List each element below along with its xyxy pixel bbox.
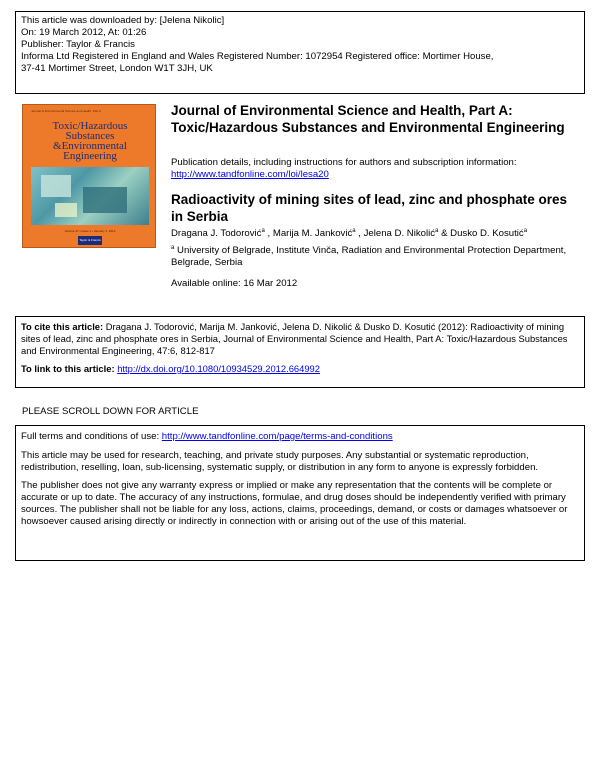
publication-details	[171, 157, 571, 180]
available-online-date: Available online: 16 Mar 2012	[171, 278, 298, 289]
author-affiliation-mark: a	[261, 228, 265, 234]
citation-label: To cite this article:	[21, 321, 104, 332]
cover-volume: Volume 47 • Issue 1 • January 1, 2012	[64, 229, 116, 233]
doi-line	[21, 363, 579, 375]
author-name: Dusko D. Kosutić	[450, 228, 524, 239]
registration-line: Informa Ltd Registered in England and Wales Registered Number: 1072954 Registered office: Mortimer House,	[21, 51, 494, 62]
journal-url-link[interactable]: http://www.tandfonline.com/loi/lesa20	[171, 168, 329, 180]
publisher-logo: Taylor & Francis	[78, 236, 102, 245]
terms-label: Full terms and conditions of use:	[21, 431, 160, 442]
author-name: Dragana J. Todorović	[171, 228, 262, 239]
doi-link[interactable]: http://dx.doi.org/10.1080/10934529.2012.664992	[117, 363, 320, 374]
downloaded-by: This article was downloaded by: [Jelena Nikolic]	[21, 15, 225, 26]
citation-text: Dragana J. Todorović, Marija M. Janković, Jelena D. Nikolić & Dusko D. Kosutić (2012): Radioactivity of mining sites of lead, zinc and phosphate ores in Serbia, Journal of Environmental Science and Health, Part A: Toxic/Hazardous Substances and Environmental Engineering, 47:6, 812-817	[21, 321, 568, 356]
cover-title-line: Engineering	[63, 150, 117, 162]
author-list	[171, 228, 581, 240]
cover-title-line: Substances	[65, 130, 115, 142]
cover-title-line: Toxic/Hazardous	[52, 120, 128, 132]
cover-title	[23, 121, 156, 161]
terms-paragraph: This article may be used for research, teaching, and private study purposes. Any substantial or systematic reproduction, redistribution, reselling, loan, sub-licensing, systematic supply, or distribution in any form to anyone is expressly forbidden.	[21, 450, 539, 473]
author-affiliation-mark: a	[523, 228, 528, 234]
address-line: 37-41 Mortimer Street, London W1T 3JH, UK	[21, 63, 213, 74]
cover-title-line: &Environmental	[53, 140, 127, 152]
journal-cover-image	[22, 104, 156, 248]
cover-photo	[31, 167, 149, 225]
terms-box	[15, 425, 585, 561]
author-affiliation-mark: a	[435, 228, 439, 234]
citation	[21, 321, 579, 357]
article-title: Radioactivity of mining sites of lead, zinc and phosphate ores in Serbia	[171, 192, 568, 224]
terms-link[interactable]: http://www.tandfonline.com/page/terms-and-conditions	[161, 431, 393, 442]
affiliation-text: University of Belgrade, Institute Vinča, Radiation and Environmental Protection Department, Belgrade, Serbia	[171, 245, 567, 268]
affiliation-mark: a	[171, 245, 175, 251]
author-name: Marija M. Janković	[272, 228, 353, 239]
cover-top-text: Journal of Environmental Science and Health, Part A	[31, 109, 101, 113]
terms-line	[21, 431, 579, 443]
terms-paragraph: The publisher does not give any warranty express or implied or make any representation that the contents will be complete or accurate or up to date. The accuracy of any instructions, formulae, and drug doses should be independently verified with primary sources. The publisher shall not be liable for any loss, actions, claims, proceedings, demand, or costs or damages whatsoever or howsoever caused arising directly or indirectly in connection with or arising out of the use of this material.	[21, 480, 568, 527]
download-info-box	[15, 11, 585, 94]
download-date: On: 19 March 2012, At: 01:26	[21, 27, 147, 38]
author-separator: ,	[264, 228, 273, 239]
journal-title: Journal of Environmental Science and Health, Part A: Toxic/Hazardous Substances and Environmental Engineering	[171, 103, 565, 135]
citation-box	[15, 316, 585, 388]
publisher: Publisher: Taylor & Francis	[21, 39, 135, 50]
author-affiliation-mark: a	[352, 228, 356, 234]
publication-details-text: Publication details, including instructions for authors and subscription information:	[171, 157, 517, 168]
author-name: Jelena D. Nikolić	[363, 228, 436, 239]
author-separator: &	[438, 228, 451, 239]
scroll-notice: PLEASE SCROLL DOWN FOR ARTICLE	[22, 406, 199, 417]
affiliation	[171, 245, 571, 269]
doi-label: To link to this article:	[21, 363, 115, 374]
author-separator: ,	[355, 228, 364, 239]
